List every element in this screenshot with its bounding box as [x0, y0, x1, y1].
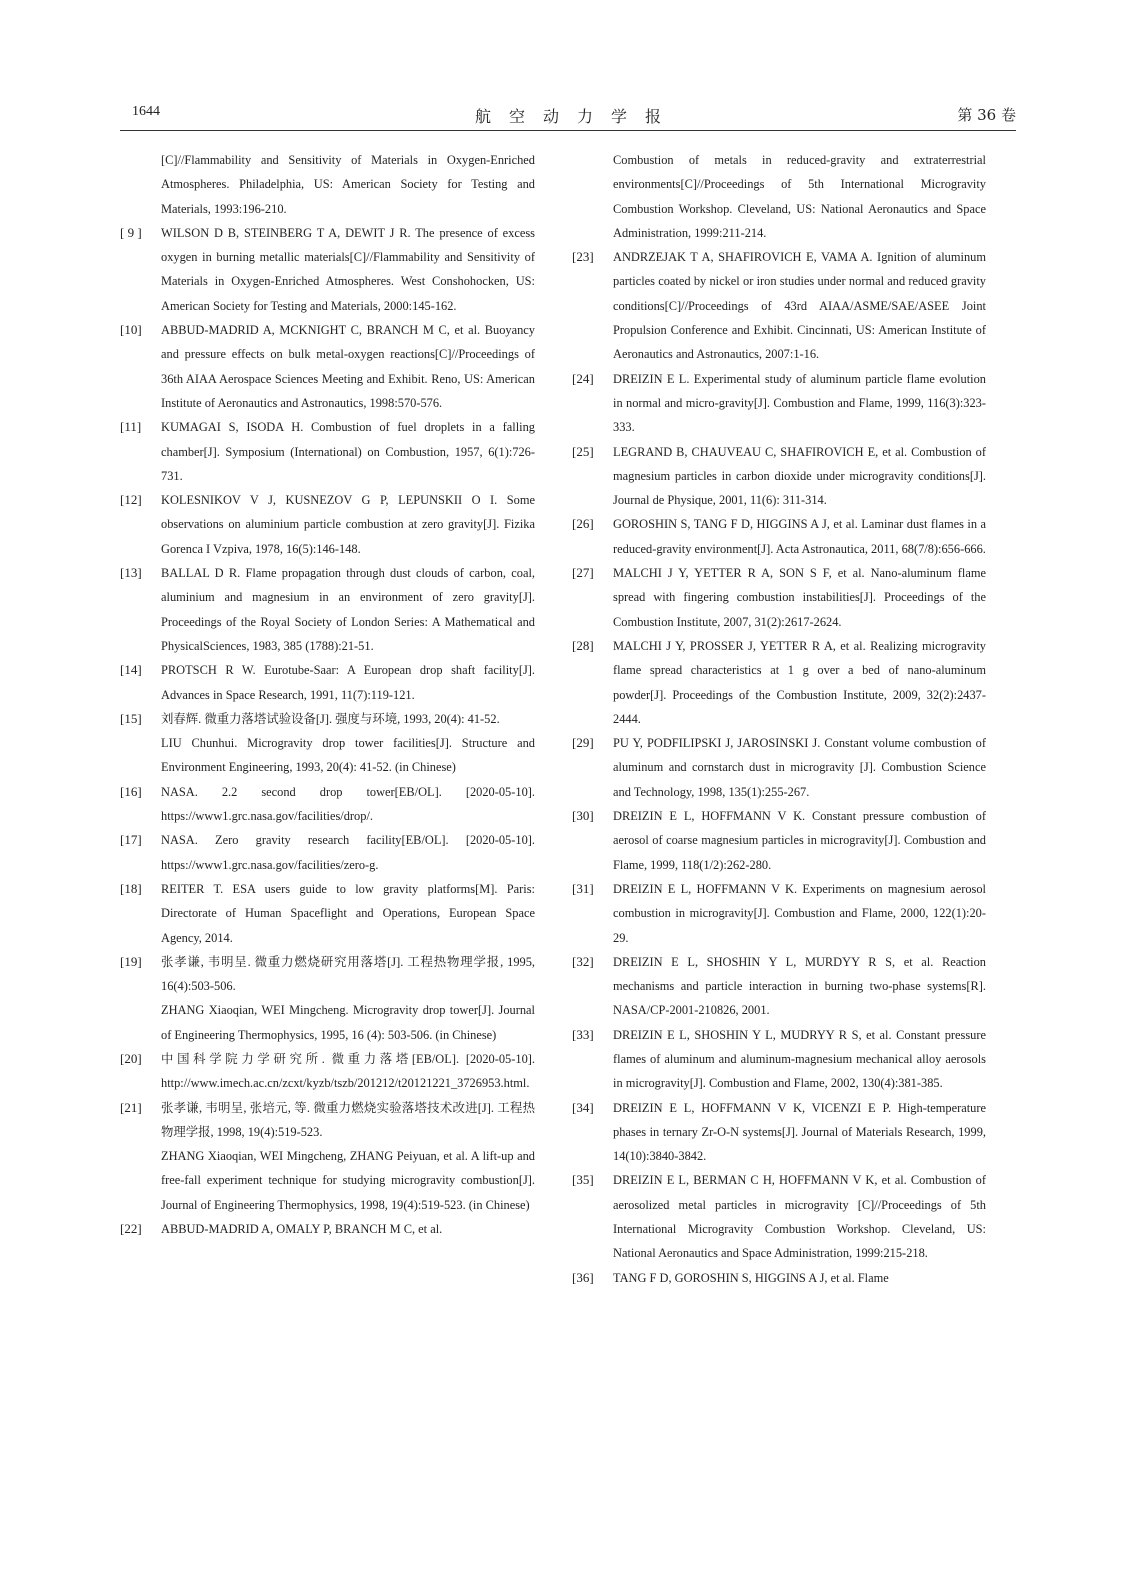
reference-text: LEGRAND B, CHAUVEAU C, SHAFIROVICH E, et al. Combustion of magnesium particles in carbon dioxide under microgravity conditions[J]. Journal de Physique, 2001, 11(6): 311-314.: [613, 444, 986, 508]
reference-number: [26]: [572, 516, 594, 532]
reference-entry: [572, 1023, 986, 1096]
reference-text: 张孝谦, 韦明呈, 张培元, 等. 微重力燃烧实验落塔技术改进[J]. 工程热物理学报, 1998, 19(4):519-523.: [161, 1100, 535, 1139]
reference-entry: [120, 950, 535, 1047]
reference-entry: [572, 1096, 986, 1169]
reference-translation: ZHANG Xiaoqian, WEI Mingcheng. Microgravity drop tower[J]. Journal of Engineering Thermophysics, 1995, 16 (4): 503-506. (in Chinese): [161, 1003, 535, 1042]
reference-text: TANG F D, GOROSHIN S, HIGGINS A J, et al. Flame: [613, 1270, 889, 1285]
reference-text: 中国科学院力学研究所. 微重力落塔[EB/OL]. [2020-05-10]. http://www.imech.ac.cn/zcxt/kyzb/tszb/201212/t20121221_3726953.html.: [161, 1051, 535, 1091]
reference-text: ANDRZEJAK T A, SHAFIROVICH E, VAMA A. Ignition of aluminum particles coated by nickel or iron studies under normal and reduced gravity conditions[C]//Proceedings of 43rd AIAA/ASME/SAE/ASEE Joint Propulsion Conference and Exhibit. Cincinnati, US: American Institute of Aeronautics and Astronautics, 2007:1-16.: [613, 250, 986, 362]
reference-text: DREIZIN E L, SHOSHIN Y L, MURDYY R S, et al. Reaction mechanisms and particle interaction in burning two-phase systems[R]. NASA/CP-2001-210826, 2001.: [613, 954, 986, 1018]
reference-text: MALCHI J Y, PROSSER J, YETTER R A, et al. Realizing microgravity flame spread characteristics at 1 g over a bed of nano-aluminum powder[J]. Proceedings of the Combustion Institute, 2009, 32(2):2437-2444.: [613, 638, 986, 726]
reference-text: DREIZIN E L. Experimental study of aluminum particle flame evolution in normal and micro-gravity[J]. Combustion and Flame, 1999, 116(3):323-333.: [613, 371, 986, 435]
reference-entry: [120, 221, 535, 318]
reference-text: 刘春辉. 微重力落塔试验设备[J]. 强度与环境, 1993, 20(4): 41-52.: [161, 711, 500, 726]
reference-number: [30]: [572, 808, 594, 824]
reference-number: [14]: [120, 662, 142, 678]
reference-number: [28]: [572, 637, 594, 653]
reference-translation: ZHANG Xiaoqian, WEI Mingcheng, ZHANG Peiyuan, et al. A lift-up and free-fall experiment technique for studying microgravity combustion[J]. Journal of Engineering Thermophysics, 1998, 19(4):519-523. (in Chinese): [161, 1149, 535, 1212]
reference-translation: LIU Chunhui. Microgravity drop tower facilities[J]. Structure and Environment Engineering, 1993, 20(4): 41-52. (in Chinese): [161, 736, 535, 775]
reference-number: [18]: [120, 880, 142, 896]
reference-entry: [120, 1217, 535, 1241]
reference-number: [25]: [572, 443, 594, 459]
reference-entry: [572, 1266, 986, 1290]
journal-title: 航空动力学报: [474, 107, 679, 126]
reference-entry: [120, 828, 535, 877]
reference-entry: [572, 1168, 986, 1265]
reference-number: [36]: [572, 1269, 594, 1285]
reference-entry: [572, 367, 986, 440]
reference-number: [19]: [120, 953, 142, 969]
reference-text: NASA. Zero gravity research facility[EB/OL]. [2020-05-10]. https://www1.grc.nasa.gov/facilities/zero-g.: [161, 833, 535, 872]
reference-text: 张孝谦, 韦明呈. 微重力燃烧研究用落塔[J]. 工程热物理学报, 1995, 16(4):503-506.: [161, 954, 535, 994]
reference-entry: [120, 318, 535, 415]
reference-number: [31]: [572, 880, 594, 896]
reference-entry: [120, 415, 535, 488]
reference-number: [13]: [120, 565, 142, 581]
reference-entry: [572, 245, 986, 366]
reference-text: ABBUD-MADRID A, MCKNIGHT C, BRANCH M C, et al. Buoyancy and pressure effects on bulk metal-oxygen reactions[C]//Proceedings of 36th AIAA Aerospace Sciences Meeting and Exhibit. Reno, US: American Institute of Aeronautics and Astronautics, 1998:570-576.: [161, 323, 535, 410]
reference-entry: [120, 148, 535, 221]
reference-text: DREIZIN E L, BERMAN C H, HOFFMANN V K, et al. Combustion of aerosolized metal particles in microgravity [C]//Proceedings of 5th International Microgravity Combustion Workshop. Cleveland, US: National Aeronautics and Space Administration, 1999:215-218.: [613, 1173, 986, 1261]
reference-column-right: [572, 148, 986, 1290]
reference-text: GOROSHIN S, TANG F D, HIGGINS A J, et al. Laminar dust flames in a reduced-gravity environment[J]. Acta Astronautica, 2011, 68(7/8):656-666.: [613, 517, 986, 556]
reference-number: [34]: [572, 1099, 594, 1115]
reference-entry: [572, 512, 986, 561]
reference-number: [ 9 ]: [120, 224, 142, 240]
reference-text: BALLAL D R. Flame propagation through dust clouds of carbon, coal, aluminium and magnesium in an environment of zero gravity[J]. Proceedings of the Royal Society of London Series: A Mathematical and PhysicalSciences, 1983, 385 (1788):21-51.: [161, 566, 535, 653]
reference-text: Combustion of metals in reduced-gravity and extraterrestrial environments[C]//Proceedings of 5th International Microgravity Combustion Workshop. Cleveland, US: National Aeronautics and Space Administration, 1999:211-214.: [613, 153, 986, 240]
reference-number: [21]: [120, 1099, 142, 1115]
reference-entry: [572, 634, 986, 731]
reference-number: [33]: [572, 1026, 594, 1042]
reference-text: MALCHI J Y, YETTER R A, SON S F, et al. Nano-aluminum flame spread with fingering combustion instabilities[J]. Proceedings of the Combustion Institute, 2007, 31(2):2617-2624.: [613, 566, 986, 629]
reference-entry: [572, 440, 986, 513]
reference-text: DREIZIN E L, HOFFMANN V K. Constant pressure combustion of aerosol of coarse magnesium particles in microgravity[J]. Combustion and Flame, 1999, 118(1/2):262-280.: [613, 809, 986, 872]
reference-entry: [120, 780, 535, 829]
reference-number: [20]: [120, 1050, 142, 1066]
reference-entry: [120, 488, 535, 561]
reference-entry: [572, 950, 986, 1023]
reference-entry: [120, 1047, 535, 1096]
reference-number: [15]: [120, 710, 142, 726]
reference-entry: [120, 658, 535, 707]
reference-number: [11]: [120, 419, 142, 435]
reference-text: [C]//Flammability and Sensitivity of Materials in Oxygen-Enriched Atmospheres. Philadelphia, US: American Society for Testing and Materials, 1993:196-210.: [161, 153, 535, 216]
reference-number: [29]: [572, 735, 594, 751]
reference-number: [12]: [120, 492, 142, 508]
reference-number: [16]: [120, 783, 142, 799]
reference-text: DREIZIN E L, SHOSHIN Y L, MUDRYY R S, et al. Constant pressure flames of aluminum and aluminum-magnesium mechanical alloy aerosols in microgravity[J]. Combustion and Flame, 2002, 130(4):381-385.: [613, 1027, 986, 1091]
reference-entry: [572, 731, 986, 804]
reference-number: [17]: [120, 832, 142, 848]
reference-entry: [572, 804, 986, 877]
reference-entry: [572, 877, 986, 950]
reference-text: KUMAGAI S, ISODA H. Combustion of fuel droplets in a falling chamber[J]. Symposium (International) on Combustion, 1957, 6(1):726-731.: [161, 420, 535, 483]
reference-entry: [120, 877, 535, 950]
reference-number: [10]: [120, 322, 142, 338]
reference-text: ABBUD-MADRID A, OMALY P, BRANCH M C, et al.: [161, 1222, 443, 1237]
running-header: [120, 104, 1016, 131]
reference-entry: [120, 561, 535, 658]
reference-entry: [120, 707, 535, 780]
reference-number: [32]: [572, 953, 594, 969]
reference-text: PU Y, PODFILIPSKI J, JAROSINSKI J. Constant volume combustion of aluminum and cornstarch dust in microgravity [J]. Combustion Science and Technology, 1998, 135(1):255-267.: [613, 736, 986, 799]
reference-text: WILSON D B, STEINBERG T A, DEWIT J R. The presence of excess oxygen in burning metallic materials[C]//Flammability and Sensitivity of Materials in Oxygen-Enriched Atmospheres. West Conshohocken, US: American Society for Testing and Materials, 2000:145-162.: [161, 225, 535, 313]
reference-text: PROTSCH R W. Eurotube-Saar: A European drop shaft facility[J]. Advances in Space Research, 1991, 11(7):119-121.: [161, 663, 535, 702]
reference-entry: [120, 1096, 535, 1217]
reference-entry: [572, 148, 986, 245]
reference-text: NASA. 2.2 second drop tower[EB/OL]. [2020-05-10]. https://www1.grc.nasa.gov/facilities/drop/.: [161, 784, 535, 824]
reference-text: REITER T. ESA users guide to low gravity platforms[M]. Paris: Directorate of Human Spaceflight and Operations, European Space Agency, 2014.: [161, 881, 535, 945]
reference-text: DREIZIN E L, HOFFMANN V K, VICENZI E P. High-temperature phases in ternary Zr-O-N systems[J]. Journal of Materials Research, 1999, 14(10):3840-3842.: [613, 1100, 986, 1164]
page-number: 1644: [132, 104, 160, 119]
volume-label: 第 36 卷: [957, 106, 1016, 124]
reference-number: [35]: [572, 1172, 594, 1188]
reference-number: [23]: [572, 249, 594, 265]
reference-column-left: [120, 148, 535, 1241]
reference-text: DREIZIN E L, HOFFMANN V K. Experiments on magnesium aerosol combustion in microgravity[J]. Combustion and Flame, 2000, 122(1):20-29.: [613, 881, 986, 945]
reference-number: [24]: [572, 370, 594, 386]
reference-number: [22]: [120, 1221, 142, 1237]
reference-text: KOLESNIKOV V J, KUSNEZOV G P, LEPUNSKII O I. Some observations on aluminium particle combustion at zero gravity[J]. Fizika Gorenca I Vzpiva, 1978, 16(5):146-148.: [161, 493, 535, 556]
reference-number: [27]: [572, 565, 594, 581]
reference-entry: [572, 561, 986, 634]
